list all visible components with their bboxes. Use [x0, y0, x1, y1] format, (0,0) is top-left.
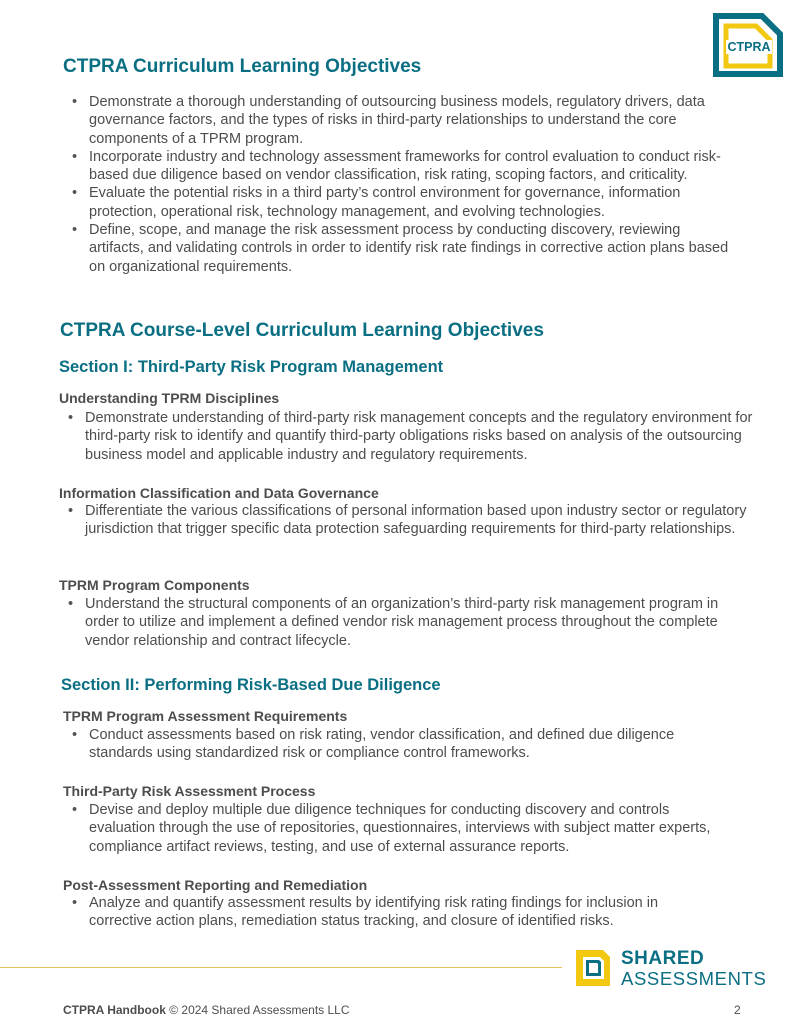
curriculum-list: [63, 93, 733, 276]
section-1-group-2-list: [59, 502, 759, 539]
section-2-group-2-list: [63, 801, 733, 856]
section-2-group-3-list: [63, 894, 723, 931]
shared-assessments-logo-mark: [573, 947, 613, 989]
section-2-group-3-heading: Post-Assessment Reporting and Remediation: [63, 877, 368, 893]
ctpra-logo: [712, 12, 784, 80]
shared-assessments-logo: [573, 947, 783, 989]
section-1-group-1-heading: Understanding TPRM Disciplines: [59, 390, 280, 406]
course-level-title: CTPRA Course-Level Curriculum Learning Objectives: [60, 320, 544, 341]
list-item: • Conduct assessments based on risk rating, vendor classification, and defined due diligence standards using standardized risk or compliance control frameworks.: [63, 726, 723, 763]
section-1-group-2-heading: Information Classification and Data Governance: [59, 485, 379, 501]
section-2-group-1-heading: TPRM Program Assessment Requirements: [63, 708, 348, 724]
footer-left: [63, 1003, 350, 1017]
section-1-group-3-list: [59, 595, 719, 650]
list-item: • Incorporate industry and technology assessment frameworks for control evaluation to conduct risk-based due diligence based on vendor classification, risk rating, scoping factors, and criticality.: [63, 148, 733, 185]
section-1-group-1-list: [59, 409, 759, 464]
shared-assessments-line1: SHARED: [621, 948, 705, 969]
list-item: • Devise and deploy multiple due diligence techniques for conducting discovery and controls evaluation through the use of repositories, questionnaires, interviews with subject matter experts, compliance artifact reviews, testing, and use of external assurance reports.: [63, 801, 733, 856]
footer-copyright: © 2024 Shared Assessments LLC: [165, 1003, 350, 1017]
shared-assessments-line2: ASSESSMENTS: [621, 968, 767, 989]
list-item: • Analyze and quantify assessment results by identifying risk rating findings for inclusion in corrective action plans, remediation status tracking, and closure of identified risks.: [63, 894, 723, 931]
ctpra-logo-text: CTPRA: [727, 40, 771, 54]
section-2-title: Section II: Performing Risk-Based Due Diligence: [61, 676, 441, 694]
footer-divider: [0, 967, 562, 968]
list-item: • Demonstrate a thorough understanding of outsourcing business models, regulatory drivers, data governance factors, and the types of risks in third-party relationships to understand the core components of a TPRM program.: [63, 93, 733, 148]
list-item: • Understand the structural components of an organization’s third-party risk management program in order to utilize and implement a defined vendor risk management process throughout the complete vendor relationship and contract lifecycle.: [59, 595, 719, 650]
list-item: • Demonstrate understanding of third-party risk management concepts and the regulatory environment for third-party risk to identify and quantify third-party obligations risks based on analysis of the outsourcing business model and applicable industry and regulatory requirements.: [59, 409, 759, 464]
section-1-title: Section I: Third-Party Risk Program Management: [59, 358, 444, 376]
footer-handbook: CTPRA Handbook: [63, 1003, 166, 1017]
section-1-group-3-heading: TPRM Program Components: [59, 577, 250, 593]
curriculum-title: CTPRA Curriculum Learning Objectives: [63, 56, 422, 77]
list-item: • Define, scope, and manage the risk assessment process by conducting discovery, reviewing artifacts, and validating controls in order to identify risk rate findings in corrective action plans based on organizational requirements.: [63, 221, 733, 276]
list-item: • Differentiate the various classifications of personal information based upon industry sector or regulatory jurisdiction that trigger specific data protection safeguarding requirements for third-party relationships.: [59, 502, 759, 539]
page-number: 2: [734, 1003, 741, 1017]
list-item: • Evaluate the potential risks in a third party’s control environment for governance, information protection, operational risk, technology management, and evolving technologies.: [63, 184, 733, 221]
section-2-group-2-heading: Third-Party Risk Assessment Process: [63, 783, 316, 799]
section-2-group-1-list: [63, 726, 723, 763]
